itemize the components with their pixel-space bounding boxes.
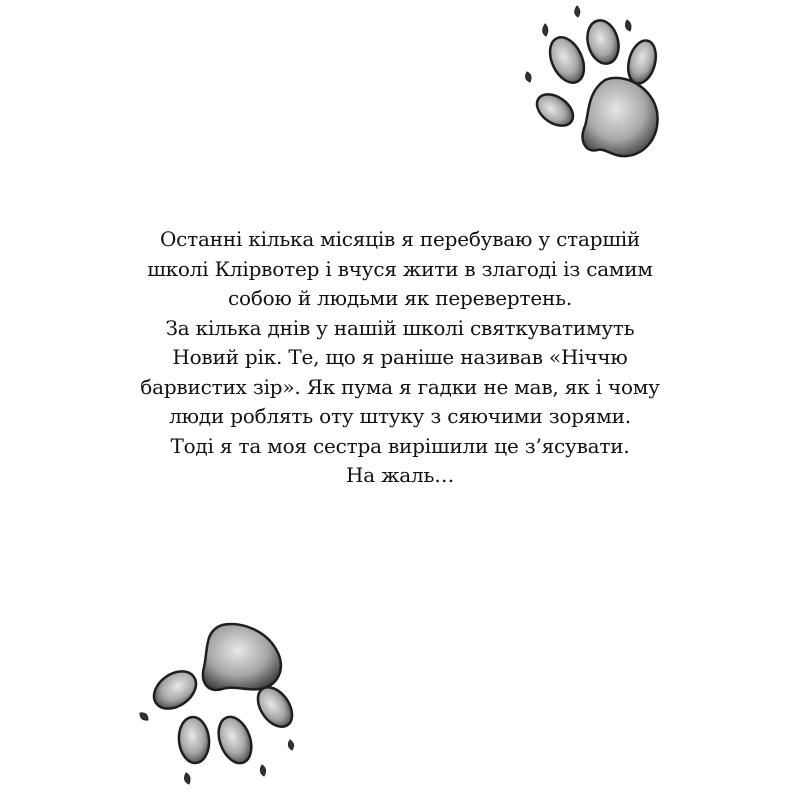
text-line: На жаль…: [345, 463, 455, 487]
text-line: собою й людьми як перевертень.: [227, 286, 572, 310]
text-line: За кілька днів у нашій школі святкуватимуть: [165, 315, 635, 340]
text-line: люди роблять оту штуку з сяючими зорями.: [169, 404, 631, 428]
text-line: Новий рік. Те, що я раніше називав «Ніччю: [172, 345, 628, 369]
text-line: школі Клірвотер і вчуся жити в злагоді із самим: [147, 256, 653, 281]
text-line: Останні кілька місяців я перебуваю у старшій: [159, 227, 641, 251]
text-line: барвистих зір». Як пума я гадки не мав, як і чому: [140, 374, 660, 399]
paw-print-icon: [515, 0, 675, 165]
text-line: Тоді я та моя сестра вирішили це з’ясувати.: [170, 433, 630, 458]
page-text: [120, 225, 680, 491]
paw-print-icon: [130, 615, 305, 800]
